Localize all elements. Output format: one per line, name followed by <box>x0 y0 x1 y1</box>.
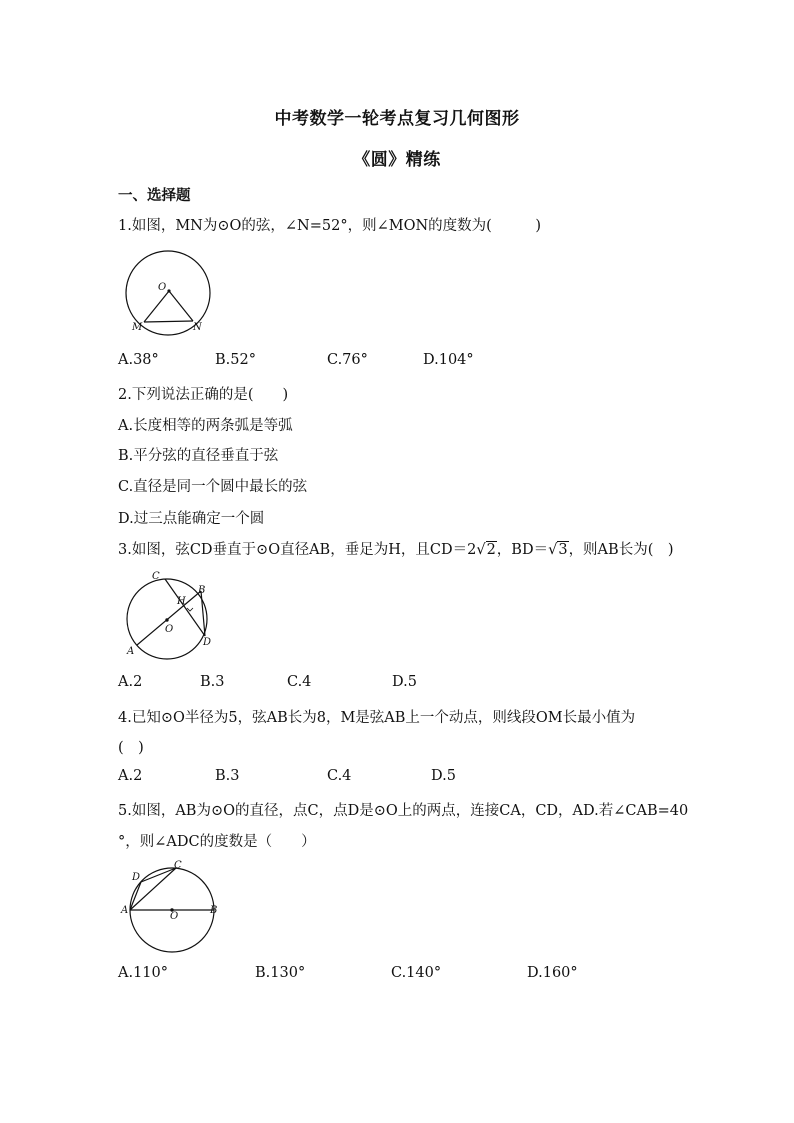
segment-bd <box>201 591 205 636</box>
question-5-stem: 5.如图，AB为⊙O的直径，点C，点D是⊙O上的两点，连接CA，CD，AD.若∠CAB=40 <box>118 803 689 819</box>
question-2-stem: 2.下列说法正确的是( ) <box>118 387 289 403</box>
label-b: B <box>198 585 206 596</box>
question-5-option-c: C.140° <box>391 965 442 981</box>
question-1-figure <box>122 248 222 338</box>
label-c: C <box>174 860 182 871</box>
center-point <box>165 618 168 621</box>
page-subtitle: 《圆》精练 <box>353 150 441 170</box>
question-5-option-b: B.130° <box>255 965 306 981</box>
segment-on <box>169 291 193 321</box>
sqrt-two-radicand: 2 <box>486 542 496 558</box>
label-d: D <box>132 872 141 883</box>
question-1-option-b: B.52° <box>215 352 256 368</box>
label-m: M <box>132 322 143 333</box>
question-3-option-d: D.5 <box>392 674 417 690</box>
chord-mn <box>144 321 193 322</box>
label-b: B <box>210 905 218 916</box>
question-2-option-a: A.长度相等的两条弧是等弧 <box>118 418 293 434</box>
question-4-option-a: A.2 <box>118 768 143 784</box>
question-3-stem-part-3: ，则AB长为( ) <box>568 542 674 558</box>
label-c: C <box>152 571 160 582</box>
question-3-stem-part-1: 3.如图，弦CD垂直于⊙O直径AB，垂足为H，且CD＝2 <box>118 542 477 558</box>
segment-om <box>144 291 169 322</box>
sqrt-two: √2 <box>476 542 496 558</box>
question-3-option-a: A.2 <box>118 674 143 690</box>
question-4-option-d: D.5 <box>431 768 456 784</box>
sqrt-three-radicand: 3 <box>558 542 568 558</box>
label-o: O <box>158 282 167 293</box>
question-5-option-a: A.110° <box>118 965 169 981</box>
question-1-stem: 1.如图，MN为⊙O的弦，∠N=52°，则∠MON的度数为( ) <box>118 218 541 234</box>
question-2-option-c: C.直径是同一个圆中最长的弦 <box>118 479 308 495</box>
segment-ad <box>130 882 141 910</box>
label-a: A <box>121 905 129 916</box>
sqrt-three: √3 <box>548 542 568 558</box>
question-3-option-c: C.4 <box>287 674 312 690</box>
question-4-stem-continued: ( ) <box>118 740 144 756</box>
label-o: O <box>165 624 174 635</box>
question-5-figure <box>118 858 223 953</box>
label-n: N <box>193 322 202 333</box>
question-3-figure <box>118 566 223 666</box>
question-1-option-a: A.38° <box>118 352 159 368</box>
page-title: 中考数学一轮考点复习几何图形 <box>274 109 520 129</box>
question-4-option-c: C.4 <box>327 768 352 784</box>
question-4-option-b: B.3 <box>215 768 240 784</box>
question-4-stem: 4.已知⊙O半径为5，弦AB长为8，M是弦AB上一个动点，则线段OM长最小值为 <box>118 710 636 726</box>
question-3-stem <box>118 538 674 559</box>
question-3-option-b: B.3 <box>200 674 225 690</box>
right-angle-mark <box>187 608 193 611</box>
question-3-stem-part-2: ，BD＝ <box>496 542 549 558</box>
label-d: D <box>203 637 212 648</box>
question-2-option-b: B.平分弦的直径垂直于弦 <box>118 448 279 464</box>
question-2-option-d: D.过三点能确定一个圆 <box>118 511 265 527</box>
question-1-option-d: D.104° <box>423 352 474 368</box>
center-point <box>167 289 170 292</box>
label-a: A <box>127 646 135 657</box>
question-1-option-c: C.76° <box>327 352 368 368</box>
question-5-stem-continued: °，则∠ADC的度数是（ ） <box>118 834 316 850</box>
label-h: H <box>177 596 186 607</box>
question-5-option-d: D.160° <box>527 965 578 981</box>
label-o: O <box>170 911 179 922</box>
section-heading: 一、选择题 <box>118 188 191 204</box>
diameter-ab <box>137 591 201 645</box>
